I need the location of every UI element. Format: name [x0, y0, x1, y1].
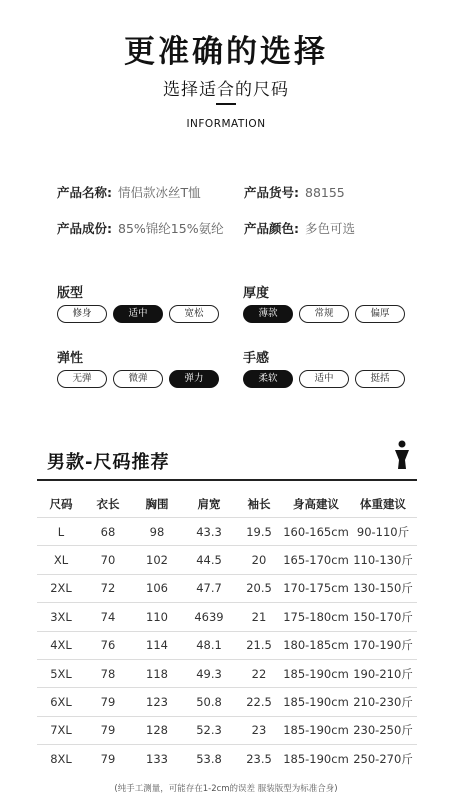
cell-shoulder: 47.7	[183, 574, 235, 602]
thickness-options	[243, 305, 405, 323]
cell-shoulder: 49.3	[183, 659, 235, 687]
cell-height: 160-165cm	[283, 518, 349, 546]
cell-weight: 130-150斤	[349, 574, 417, 602]
cell-chest: 110	[131, 603, 183, 631]
cell-chest: 102	[131, 546, 183, 574]
cell-shoulder: 48.1	[183, 631, 235, 659]
cell-length: 74	[85, 603, 131, 631]
cell-sleeve: 20.5	[235, 574, 283, 602]
product-sku-value: 88155	[305, 185, 345, 200]
table-row	[37, 631, 417, 659]
cell-size: 7XL	[37, 716, 85, 744]
table-row	[37, 745, 417, 773]
cell-height: 180-185cm	[283, 631, 349, 659]
product-name	[57, 183, 201, 201]
cell-size: 3XL	[37, 603, 85, 631]
cell-size: 2XL	[37, 574, 85, 602]
product-color-value: 多色可选	[305, 221, 356, 236]
feel-option-medium: 适中	[299, 370, 349, 388]
product-name-label: 产品名称:	[57, 185, 112, 200]
cell-length: 76	[85, 631, 131, 659]
cell-weight: 170-190斤	[349, 631, 417, 659]
cell-size: XL	[37, 546, 85, 574]
cell-size: L	[37, 518, 85, 546]
cell-length: 79	[85, 745, 131, 773]
english-caption: INFORMATION	[186, 118, 266, 130]
cell-size: 4XL	[37, 631, 85, 659]
table-row	[37, 716, 417, 744]
table-row	[37, 659, 417, 687]
elasticity-option-stretch: 弹力	[169, 370, 219, 388]
cell-size: 5XL	[37, 659, 85, 687]
cell-length: 79	[85, 716, 131, 744]
cell-height: 185-190cm	[283, 688, 349, 716]
cell-shoulder: 50.8	[183, 688, 235, 716]
thickness-option-thin: 薄款	[243, 305, 293, 323]
product-name-value: 情侣款冰丝T恤	[118, 185, 201, 200]
cell-sleeve: 22.5	[235, 688, 283, 716]
cell-sleeve: 20	[235, 546, 283, 574]
fit-option-regular: 适中	[113, 305, 163, 323]
title-divider	[216, 103, 236, 105]
thickness-option-normal: 常规	[299, 305, 349, 323]
cell-length: 78	[85, 659, 131, 687]
cell-weight: 110-130斤	[349, 546, 417, 574]
size-table	[37, 491, 417, 773]
col-header-length: 衣长	[96, 497, 120, 511]
cell-height: 185-190cm	[283, 659, 349, 687]
cell-chest: 128	[131, 716, 183, 744]
cell-sleeve: 23.5	[235, 745, 283, 773]
person-icon	[394, 440, 410, 470]
feel-option-crisp: 挺括	[355, 370, 405, 388]
cell-size: 6XL	[37, 688, 85, 716]
thickness-label: 厚度	[243, 286, 270, 301]
elasticity-label: 弹性	[57, 351, 84, 366]
thickness-option-thick: 偏厚	[355, 305, 405, 323]
cell-sleeve: 21	[235, 603, 283, 631]
fit-option-loose: 宽松	[169, 305, 219, 323]
feel-option-soft: 柔软	[243, 370, 293, 388]
cell-chest: 114	[131, 631, 183, 659]
cell-shoulder: 4639	[183, 603, 235, 631]
col-header-weight: 体重建议	[360, 497, 406, 511]
feel-options	[243, 370, 405, 388]
fit-label: 版型	[57, 286, 84, 301]
col-header-sleeve: 袖长	[247, 497, 271, 511]
page-subtitle: 选择适合的尺码	[163, 80, 289, 100]
cell-length: 72	[85, 574, 131, 602]
cell-shoulder: 43.3	[183, 518, 235, 546]
cell-sleeve: 21.5	[235, 631, 283, 659]
col-header-chest: 胸围	[145, 497, 169, 511]
table-row	[37, 574, 417, 602]
fit-options	[57, 305, 219, 323]
product-composition-label: 产品成份:	[57, 221, 112, 236]
cell-height: 170-175cm	[283, 574, 349, 602]
cell-chest: 123	[131, 688, 183, 716]
feel-label: 手感	[243, 351, 270, 366]
table-row	[37, 688, 417, 716]
product-composition-value: 85%锦纶15%氨纶	[118, 221, 224, 236]
col-header-height: 身高建议	[293, 497, 339, 511]
cell-shoulder: 52.3	[183, 716, 235, 744]
product-color	[244, 219, 355, 237]
cell-size: 8XL	[37, 745, 85, 773]
table-row	[37, 546, 417, 574]
cell-height: 185-190cm	[283, 716, 349, 744]
cell-length: 68	[85, 518, 131, 546]
measurement-note: (纯手工测量，可能存在1-2cm的误差 服装版型为标准合身)	[114, 784, 338, 794]
cell-weight: 230-250斤	[349, 716, 417, 744]
cell-sleeve: 23	[235, 716, 283, 744]
page-title: 更准确的选择	[124, 34, 328, 70]
cell-height: 165-170cm	[283, 546, 349, 574]
table-row	[37, 518, 417, 546]
product-sku-label: 产品货号:	[244, 185, 299, 200]
size-section-divider	[37, 479, 417, 481]
product-sku	[244, 183, 345, 201]
elasticity-option-slight: 微弹	[113, 370, 163, 388]
table-row	[37, 603, 417, 631]
elasticity-option-none: 无弹	[57, 370, 107, 388]
cell-weight: 150-170斤	[349, 603, 417, 631]
size-section-title: 男款-尺码推荐	[47, 452, 170, 473]
product-composition	[57, 219, 224, 237]
cell-weight: 250-270斤	[349, 745, 417, 773]
cell-shoulder: 44.5	[183, 546, 235, 574]
elasticity-options	[57, 370, 219, 388]
cell-shoulder: 53.8	[183, 745, 235, 773]
col-header-size: 尺码	[49, 497, 73, 511]
cell-length: 70	[85, 546, 131, 574]
product-color-label: 产品颜色:	[244, 221, 299, 236]
cell-sleeve: 19.5	[235, 518, 283, 546]
cell-height: 175-180cm	[283, 603, 349, 631]
cell-weight: 90-110斤	[349, 518, 417, 546]
cell-weight: 210-230斤	[349, 688, 417, 716]
cell-height: 185-190cm	[283, 745, 349, 773]
fit-option-slim: 修身	[57, 305, 107, 323]
cell-chest: 106	[131, 574, 183, 602]
cell-sleeve: 22	[235, 659, 283, 687]
col-header-shoulder: 肩宽	[197, 497, 221, 511]
cell-weight: 190-210斤	[349, 659, 417, 687]
cell-chest: 133	[131, 745, 183, 773]
size-table-header	[37, 491, 417, 518]
cell-length: 79	[85, 688, 131, 716]
cell-chest: 98	[131, 518, 183, 546]
cell-chest: 118	[131, 659, 183, 687]
